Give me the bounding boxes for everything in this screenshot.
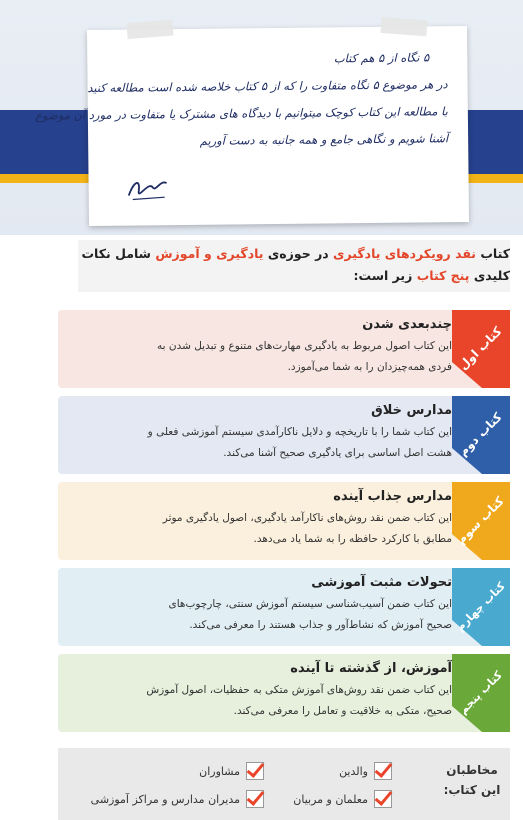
audience-item: مدیران مدارس و مراکز آموزشی	[91, 790, 264, 808]
book-ribbon-label: کتاب دوم	[455, 409, 505, 459]
checkmark-icon	[246, 790, 264, 808]
tape	[380, 17, 427, 36]
audience-item: مشاوران	[199, 762, 264, 780]
intro-part: شامل نکات کلیدی	[81, 246, 510, 283]
audience-item: معلمان و مربیان	[293, 790, 392, 808]
signature-image	[124, 173, 170, 203]
book-card	[58, 654, 510, 732]
tape	[126, 20, 173, 40]
intro-highlight: پنج کتاب	[416, 268, 470, 283]
book-ribbon	[452, 654, 510, 732]
book-description: این کتاب ضمن نقد روش‌های آموزش متکی به حفظیات، اصول آموزش صحیح، متکی به خلاقیت و تعامل را معرفی می‌کند.	[146, 684, 452, 717]
book-ribbon-label: کتاب سوم	[453, 493, 507, 547]
handwritten-note	[35, 26, 469, 226]
intro-part: در حوزه‌ی	[263, 246, 334, 261]
book-ribbon	[452, 396, 510, 474]
checkmark-icon	[246, 762, 264, 780]
book-ribbon-label: کتاب اول	[456, 324, 505, 373]
book-title: تحولات مثبت آموزشی	[311, 575, 452, 590]
book-ribbon	[452, 482, 510, 560]
checkmark-icon	[374, 790, 392, 808]
book-ribbon	[452, 568, 510, 646]
intro-part: کتاب	[476, 246, 510, 261]
book-card	[58, 310, 510, 388]
book-title: مدارس جذاب آینده	[333, 489, 452, 504]
book-description: این کتاب اصول مربوط به یادگیری مهارت‌های متنوع و تبدیل شدن به فردی همه‌چیزدان را به شما می‌آموزد.	[156, 340, 452, 373]
audience-item: والدین	[339, 762, 392, 780]
note-line: آشنا شویم و نگاهی جامع و همه جانبه به دست آوریم	[199, 131, 449, 148]
note-line: در هر موضوع ۵ نگاه متفاوت را که از ۵ کتاب خلاصه شده است مطالعه کنید	[87, 77, 448, 95]
book-description: این کتاب ضمن نقد روش‌های ناکارآمد یادگیری، اصول یادگیری موثر مطابق با کارکرد حافظه را به شما یاد می‌دهد.	[162, 512, 452, 545]
book-title: چندبعدی شدن	[362, 317, 452, 332]
note-title: ۵ نگاه از ۵ هم کتاب	[333, 50, 430, 66]
checkmark-icon	[374, 762, 392, 780]
intro-text	[78, 243, 510, 287]
intro-highlight: یادگیری و آموزش	[155, 246, 264, 261]
intro-part: زیر است:	[353, 268, 417, 283]
book-description: این کتاب ضمن آسیب‌شناسی سیستم آموزش سنتی، چارچوب‌های صحیح آموزش که نشاط‌آور و جذاب هستند را معرفی می‌کند.	[168, 598, 452, 631]
intro-highlight: نقد رویکردهای یادگیری	[333, 246, 477, 261]
book-card	[58, 482, 510, 560]
book-description: این کتاب شما را با تاریخچه و دلایل ناکارآمدی سیستم آموزشی فعلی و هشت اصل اساسی برای یادگیری صحیح آشنا می‌کند.	[147, 426, 452, 459]
book-card	[58, 568, 510, 646]
book-card	[58, 396, 510, 474]
book-title: آموزش، از گذشته تا آینده	[290, 661, 452, 676]
audience-label: مخاطبان این کتاب:	[443, 763, 501, 797]
book-ribbon-label: کتاب چهارم	[453, 579, 508, 634]
book-ribbon-label: کتاب پنجم	[456, 668, 505, 717]
audience-box	[58, 748, 510, 820]
book-ribbon	[452, 310, 510, 388]
book-title: مدارس خلاق	[371, 403, 452, 418]
note-line: با مطالعه این کتاب کوچک میتوانیم با دیدگاه های مشترک یا متفاوت در مورد آن موضوع	[35, 104, 448, 123]
